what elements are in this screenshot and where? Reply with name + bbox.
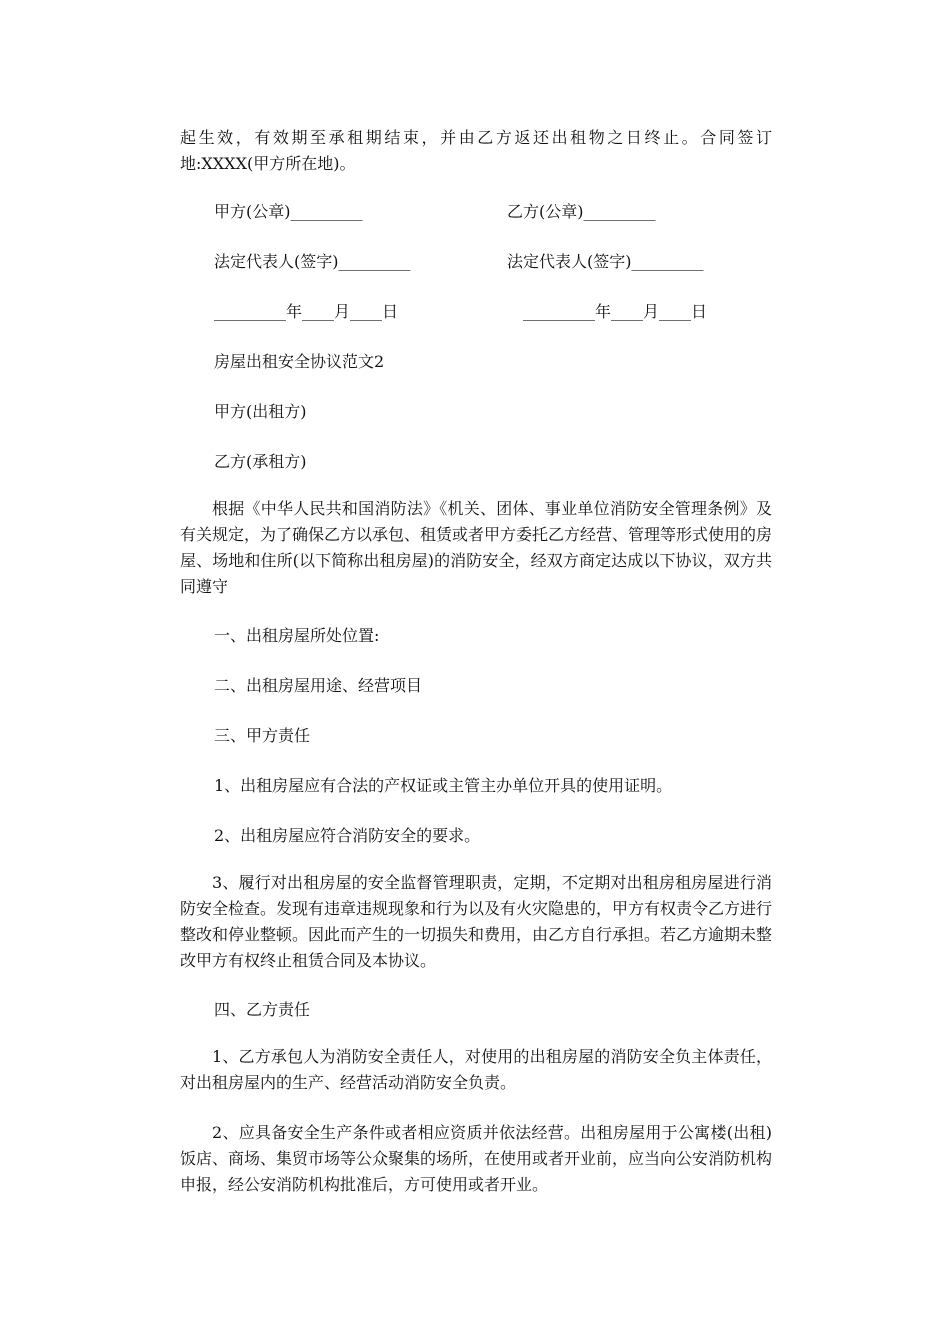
- item-4-heading: 四、乙方责任: [214, 1000, 311, 1019]
- party-b-seal-line: 乙方(公章)_________: [507, 202, 656, 221]
- party-a-clause-2: 2、出租房屋应符合消防安全的要求。: [214, 826, 481, 845]
- item-3-heading: 三、甲方责任: [214, 726, 311, 745]
- party-a-rep-line: 法定代表人(签字)_________: [214, 252, 411, 271]
- party-b-clause-1: 1、乙方承包人为消防安全责任人，对使用的出租房屋的消防安全负主体责任，对出租房屋内的生产、经营活动消防安全负责。: [180, 1047, 772, 1092]
- party-a-seal-line: 甲方(公章)_________: [214, 202, 363, 221]
- party-b-rep-line: 法定代表人(签字)_________: [507, 252, 704, 271]
- section-title: 房屋出租安全协议范文2: [214, 352, 385, 371]
- item-2-heading: 二、出租房屋用途、经营项目: [214, 676, 423, 695]
- party-b-clause-2: 2、应具备安全生产条件或者相应资质并依法经营。出租房屋用于公寓楼(出租)饭店、商场、集贸市场等公众聚集的场所，在使用或者开业前，应当向公安消防机构申报，经公安消防机构批准后，方可使用或者开业。: [180, 1123, 773, 1194]
- party-a-date-line: _________年____月____日: [214, 302, 399, 321]
- party-a-clause-3: 3、履行对出租房屋的安全监督管理职责，定期，不定期对出租房租房屋进行消防安全检查。发现有违章违规现象和行为以及有火灾隐患的，甲方有权责令乙方进行整改和停业整顿。因此而产生的一切损失和费用，由乙方自行承担。若乙方逾期未整改甲方有权终止租赁合同及本协议。: [180, 873, 773, 970]
- intro-paragraph: 起生效，有效期至承租期结束，并由乙方返还出租物之日终止。合同签订地:XXXX(甲方所在地)。: [180, 128, 772, 173]
- party-b-date-line: _________年____月____日: [523, 302, 708, 321]
- party-b-label: 乙方(承租方): [214, 452, 307, 471]
- party-a-clause-1: 1、出租房屋应有合法的产权证或主管主办单位开具的使用证明。: [214, 776, 673, 795]
- party-a-label: 甲方(出租方): [214, 402, 307, 421]
- item-1-heading: 一、出租房屋所处位置:: [214, 626, 380, 645]
- preamble-paragraph: 根据《中华人民共和国消防法》《机关、团体、事业单位消防安全管理条例》及有关规定，为了确保乙方以承包、租赁或者甲方委托乙方经营、管理等形式使用的房屋、场地和住所(以下简称出租房屋)的消防安全，经双方商定达成以下协议，双方共同遵守: [180, 499, 773, 596]
